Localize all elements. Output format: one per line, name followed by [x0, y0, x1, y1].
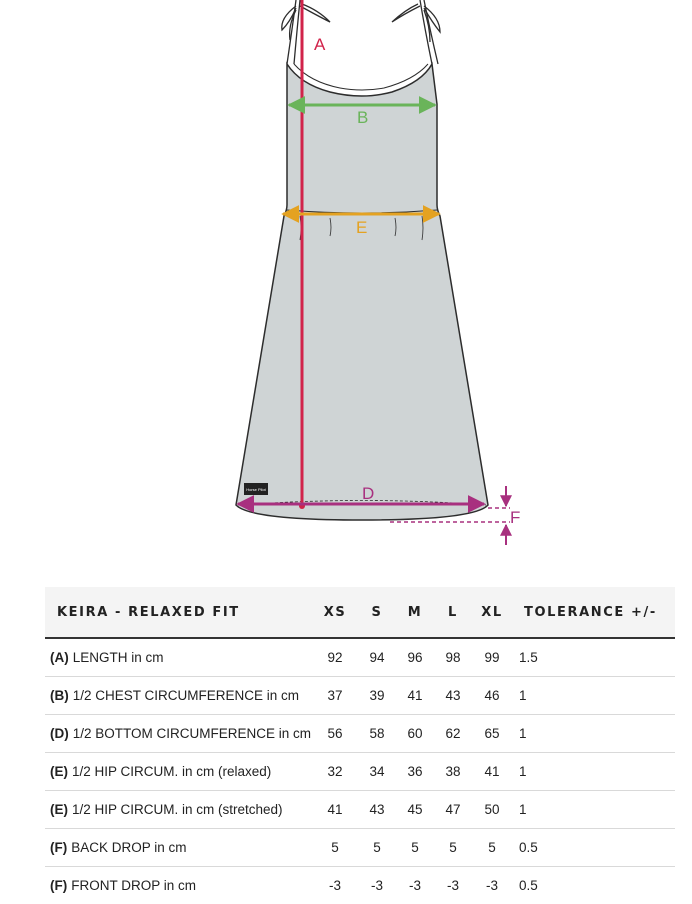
cell-value: -3 [328, 877, 341, 893]
cell-value: 98 [445, 649, 461, 665]
cell-value: -3 [446, 877, 459, 893]
table-title: KEIRA - RELAXED FIT [57, 604, 240, 620]
cell-value: 5 [411, 839, 419, 855]
cell-value: 96 [407, 649, 423, 665]
cell-value: 60 [407, 725, 423, 741]
table-row [45, 676, 675, 714]
cell-value: 47 [445, 801, 461, 817]
row-code: (A) [50, 649, 69, 665]
measure-a-label: A [314, 35, 326, 54]
cell-value: 41 [484, 763, 500, 779]
cell-value: 37 [327, 687, 343, 703]
row-label: FRONT DROP in cm [71, 877, 197, 893]
row-code: (F) [50, 877, 68, 893]
cell-tolerance: 1.5 [519, 649, 538, 665]
table-row [45, 790, 675, 828]
table-row [45, 714, 675, 752]
cell-value: 46 [484, 687, 500, 703]
row-code: (B) [50, 687, 69, 703]
tolerance-header: TOLERANCE +/- [524, 604, 657, 620]
cell-tolerance: 1 [519, 687, 527, 703]
cell-value: 39 [369, 687, 385, 703]
cell-value: 56 [327, 725, 343, 741]
cell-value: 43 [369, 801, 385, 817]
measure-f-label: F [510, 508, 521, 527]
table-row [45, 866, 675, 904]
size-header-m: M [407, 604, 423, 620]
cell-tolerance: 1 [519, 763, 527, 779]
cell-tolerance: 1 [519, 725, 527, 741]
cell-value: 43 [445, 687, 461, 703]
cell-value: 45 [407, 801, 423, 817]
table-row [45, 828, 675, 866]
cell-value: 5 [488, 839, 496, 855]
row-code: (E) [50, 801, 68, 817]
cell-value: 5 [449, 839, 457, 855]
row-label: LENGTH in cm [72, 649, 164, 665]
cell-value: 94 [369, 649, 385, 665]
size-chart [45, 587, 675, 904]
cell-value: 36 [407, 763, 423, 779]
table-row [45, 752, 675, 790]
row-label: 1/2 HIP CIRCUM. in cm (stretched) [72, 801, 283, 817]
cell-tolerance: 1 [519, 801, 527, 817]
cell-value: 62 [445, 725, 461, 741]
cell-value: 5 [331, 839, 339, 855]
strap-left [282, 0, 330, 64]
brand-tag-text: Horse Pilot [246, 487, 266, 492]
cell-tolerance: 0.5 [519, 877, 538, 893]
measure-e-label: E [356, 218, 368, 237]
measure-b-label: B [357, 108, 369, 127]
cell-value: 41 [327, 801, 343, 817]
cell-value: 92 [327, 649, 343, 665]
row-label: 1/2 BOTTOM CIRCUMFERENCE in cm [72, 725, 312, 741]
row-label: 1/2 CHEST CIRCUMFERENCE in cm [72, 687, 300, 703]
row-code: (F) [50, 839, 68, 855]
strap-right [392, 0, 440, 64]
cell-value: 34 [369, 763, 385, 779]
cell-value: -3 [485, 877, 498, 893]
row-label: BACK DROP in cm [71, 839, 187, 855]
cell-value: 41 [407, 687, 423, 703]
cell-value: 65 [484, 725, 500, 741]
cell-value: 50 [484, 801, 500, 817]
table-row [45, 638, 675, 676]
size-table [45, 587, 675, 904]
cell-value: -3 [408, 877, 421, 893]
cell-value: 58 [369, 725, 385, 741]
cell-value: -3 [370, 877, 383, 893]
cell-value: 32 [327, 763, 343, 779]
row-label: 1/2 HIP CIRCUM. in cm (relaxed) [72, 763, 272, 779]
cell-value: 99 [484, 649, 500, 665]
size-header-s: S [371, 604, 383, 620]
table-header-row [45, 587, 675, 638]
size-header-l: L [448, 604, 458, 620]
size-header-xs: XS [323, 604, 347, 620]
row-code: (E) [50, 763, 68, 779]
size-header-xl: XL [481, 604, 503, 620]
cell-value: 5 [373, 839, 381, 855]
cell-tolerance: 0.5 [519, 839, 538, 855]
measure-d-label: D [362, 484, 375, 503]
cell-value: 38 [445, 763, 461, 779]
dress-body [236, 64, 488, 520]
row-code: (D) [50, 725, 69, 741]
